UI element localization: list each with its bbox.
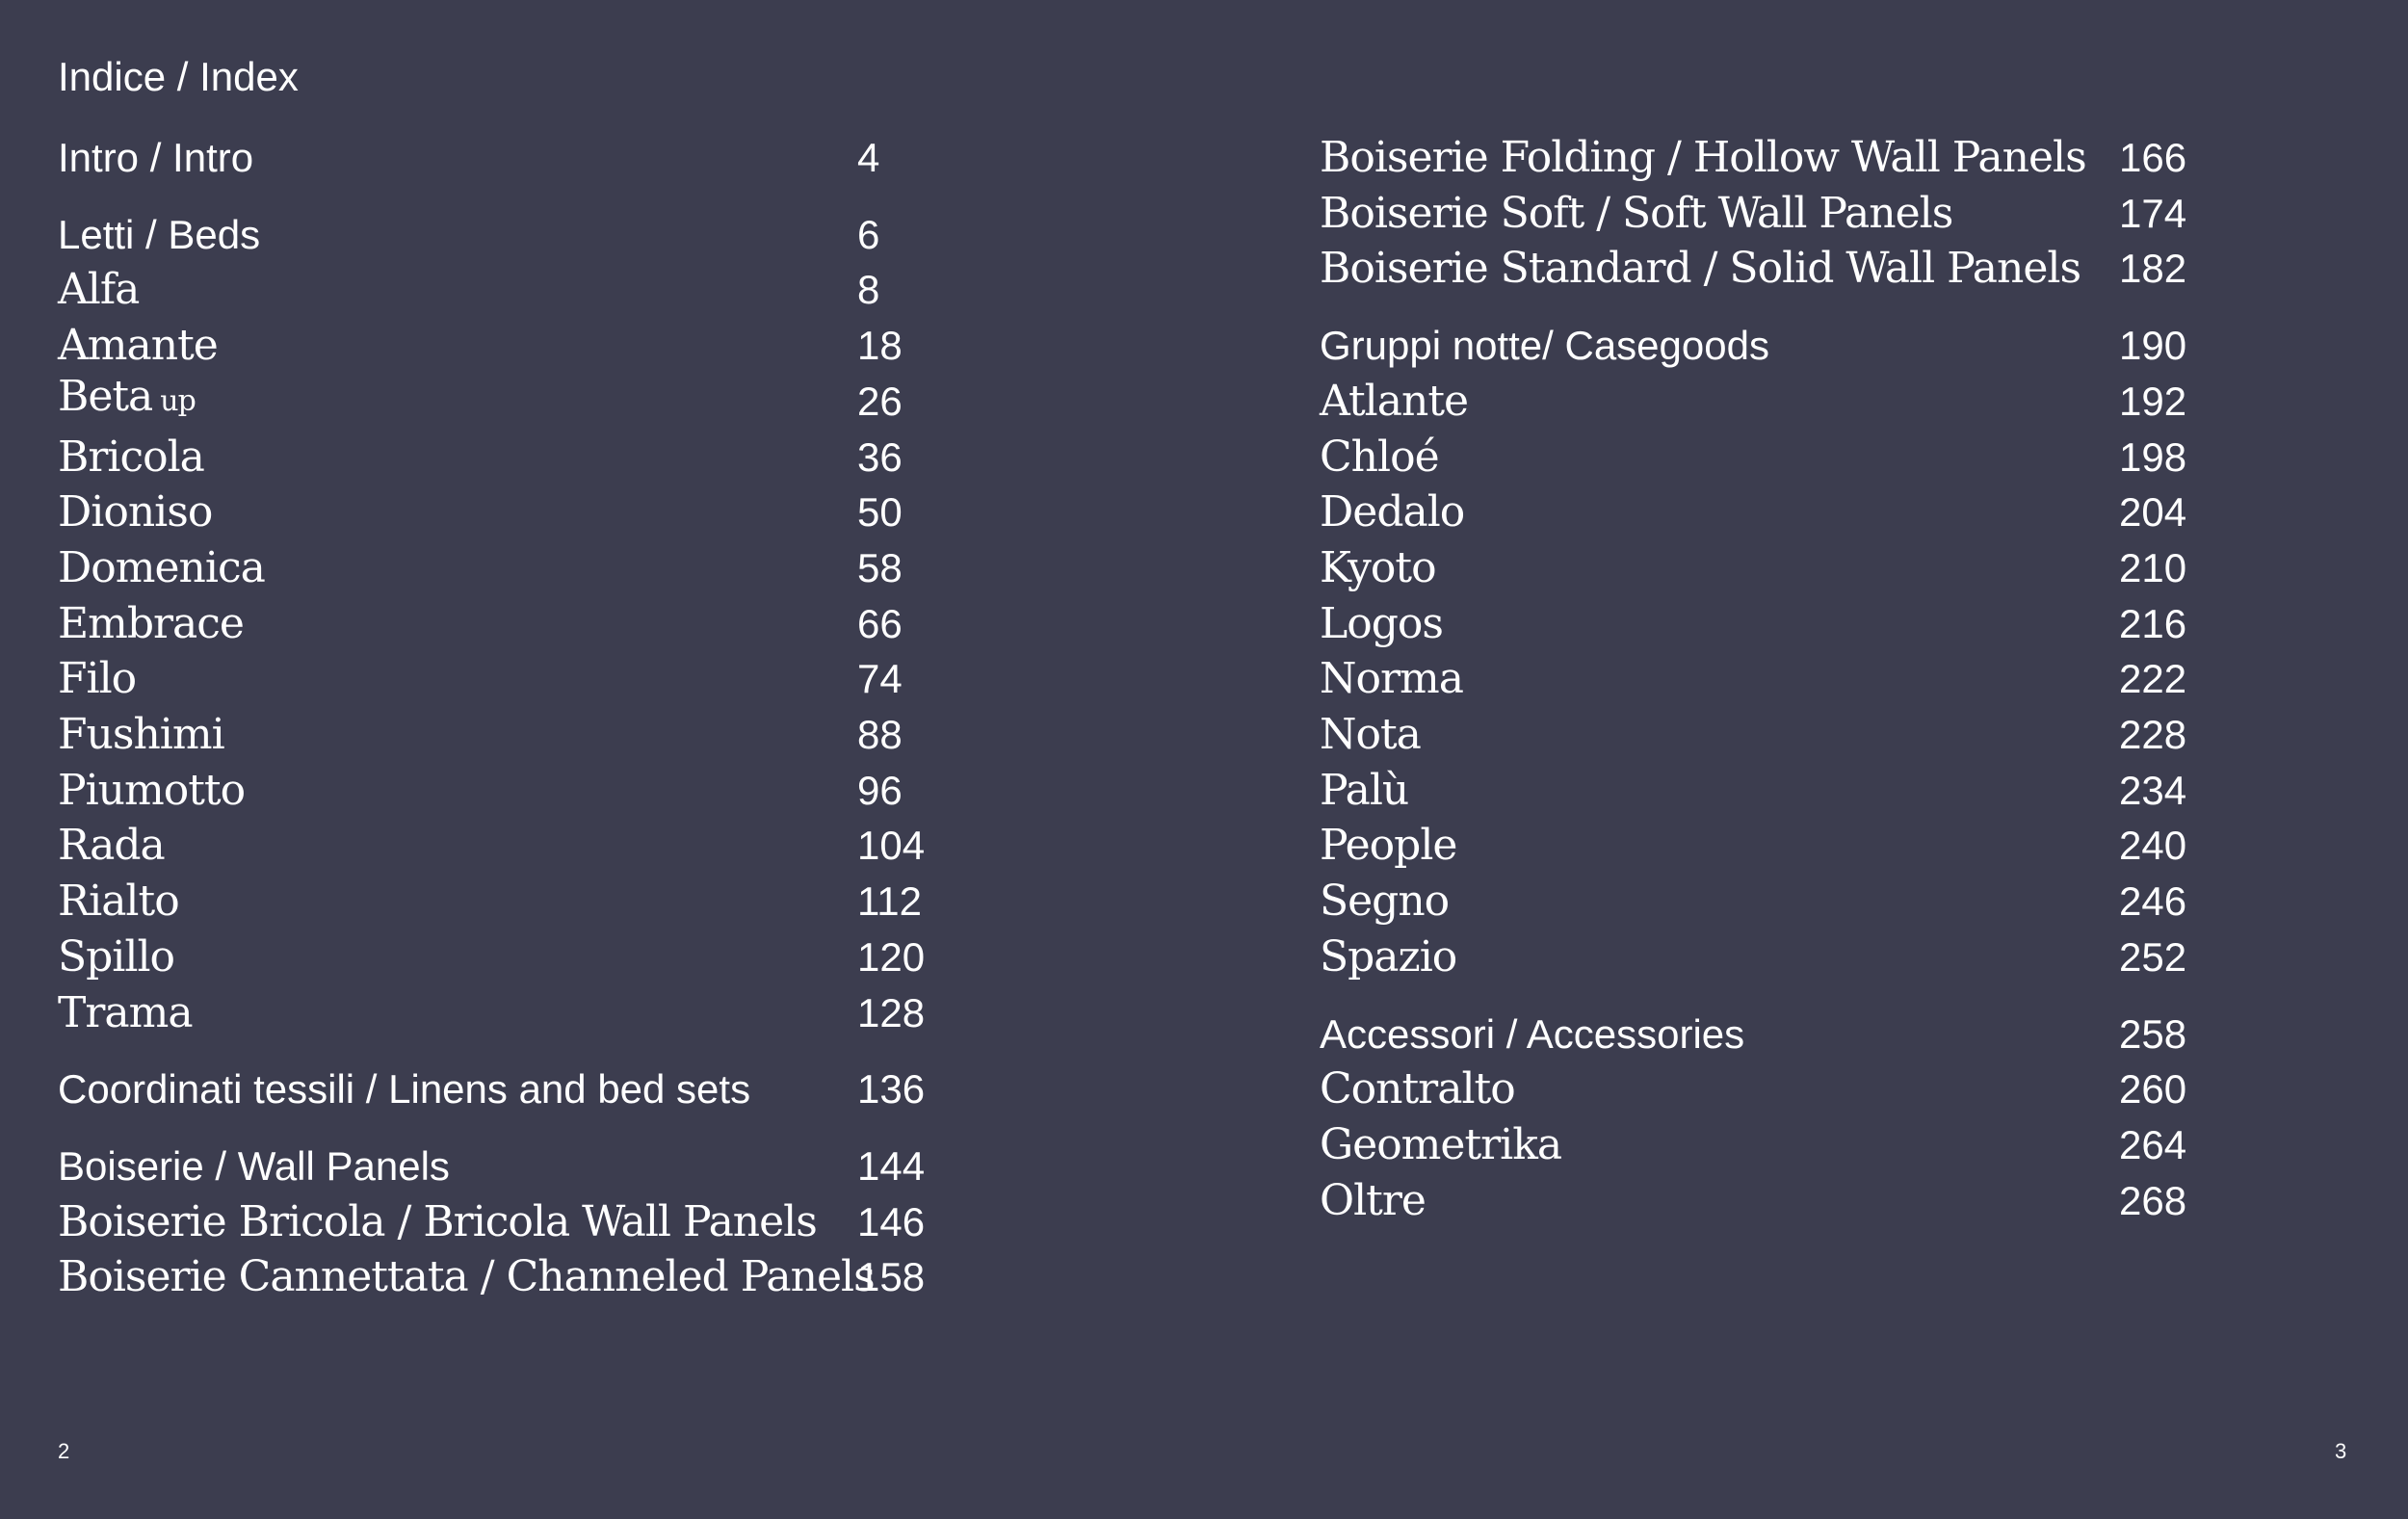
entry-label-text: Oltre — [1320, 1175, 1426, 1225]
entry-label — [1320, 874, 1449, 930]
entry-label — [58, 985, 193, 1041]
entry-page-number: 128 — [857, 989, 926, 1035]
entry-page-number: 6 — [857, 211, 880, 257]
entry-label-text: Beta — [58, 371, 153, 421]
page-number-right: 3 — [2335, 1439, 2347, 1463]
entry-label-text: Spillo — [58, 931, 175, 982]
entry-page-number: 268 — [2119, 1177, 2187, 1223]
entry-page-number: 204 — [2119, 489, 2187, 536]
entry-label-text: Filo — [58, 654, 137, 704]
entry-label-text: Intro / Intro — [58, 135, 254, 180]
entry-page-number: 112 — [857, 878, 922, 925]
entry-page-number: 8 — [857, 267, 880, 313]
entry-label-text: Logos — [1320, 598, 1443, 648]
entry-label — [1320, 763, 1408, 819]
entry-page-number: 258 — [2119, 1010, 2187, 1057]
entry-label-text: Gruppi notte/ Casegoods — [1320, 323, 1769, 369]
entry-page-number: 96 — [857, 767, 903, 813]
entry-label-text: Accessori / Accessories — [1320, 1010, 1745, 1057]
entry-label — [1320, 130, 2086, 186]
entry-label — [1320, 374, 1468, 430]
entry-page-number: 252 — [2119, 933, 2187, 980]
entry-page-number: 182 — [2119, 246, 2187, 292]
entry-label — [1320, 1173, 1426, 1229]
entry-page-number: 4 — [857, 135, 880, 180]
entry-label — [58, 485, 212, 540]
entry-label-text: Coordinati tessili / Linens and bed sets — [58, 1066, 751, 1113]
entry-page-number: 104 — [857, 823, 926, 869]
entry-label — [1320, 1117, 1561, 1173]
entry-label — [1320, 318, 1769, 374]
entry-page-number: 210 — [2119, 544, 2187, 590]
entry-page-number: 190 — [2119, 323, 2187, 369]
entry-label — [1320, 430, 1439, 485]
entry-label-text: Geometrika — [1320, 1119, 1562, 1169]
entry-page-number: 166 — [2119, 135, 2187, 180]
entry-page-number: 216 — [2119, 600, 2187, 646]
entry-label-text: Rada — [58, 821, 165, 871]
entry-label-text: Kyoto — [1320, 542, 1436, 592]
entry-page-number: 88 — [857, 712, 903, 757]
entry-page-number: 222 — [2119, 656, 2187, 702]
entry-label-text: Alfa — [58, 265, 140, 315]
entry-label-text: Rialto — [58, 877, 179, 927]
entry-page-number: 18 — [857, 323, 903, 369]
entry-label — [1320, 651, 1463, 707]
entry-label-text: Boiserie Bricola / Bricola Wall Panels — [58, 1196, 817, 1246]
entry-label-text: Embrace — [58, 598, 244, 648]
entry-label-text: Norma — [1320, 654, 1463, 704]
entry-page-number: 264 — [2119, 1121, 2187, 1167]
entry-page-number: 260 — [2119, 1066, 2187, 1113]
entry-label — [58, 651, 136, 707]
entry-label-text: Boiserie Soft / Soft Wall Panels — [1320, 188, 1953, 238]
entry-label — [1320, 241, 2081, 297]
entry-label — [1320, 186, 1952, 242]
entry-label-text: Boiserie / Wall Panels — [58, 1142, 450, 1189]
entry-label — [1320, 1007, 1744, 1062]
entry-label — [1320, 540, 1436, 596]
entry-label-text: Nota — [1320, 710, 1421, 759]
entry-label-text: Boiserie Folding / Hollow Wall Panels — [1320, 133, 2086, 182]
entry-page-number: 136 — [857, 1066, 926, 1113]
entry-page-number: 246 — [2119, 878, 2187, 925]
entry-page-number: 120 — [857, 933, 926, 980]
entry-label — [58, 1194, 817, 1250]
entry-label-text: Spazio — [1320, 931, 1457, 982]
page-number-left: 2 — [58, 1439, 70, 1463]
entry-label — [58, 818, 165, 874]
entry-label — [58, 262, 139, 318]
entry-label-text: Bricola — [58, 432, 204, 482]
entry-page-number: 192 — [2119, 378, 2187, 424]
entry-label — [58, 207, 260, 263]
entry-page-number: 228 — [2119, 712, 2187, 757]
entry-page-number: 198 — [2119, 433, 2187, 480]
entry-label — [1320, 596, 1443, 652]
entry-label — [1320, 485, 1464, 540]
entry-page-number: 144 — [857, 1142, 926, 1189]
entry-page-number: 36 — [857, 433, 903, 480]
entry-label-text: Domenica — [58, 542, 265, 592]
entry-label — [1320, 818, 1456, 874]
entry-label-text: Contralto — [1320, 1064, 1515, 1114]
entry-label — [58, 130, 253, 186]
entry-page-number: 234 — [2119, 767, 2187, 813]
entry-label-suffix: up — [160, 383, 196, 418]
entry-label — [58, 318, 218, 374]
entry-label-text: Boiserie Standard / Solid Wall Panels — [1320, 244, 2081, 294]
entry-label — [1320, 707, 1421, 763]
entry-label — [58, 930, 174, 985]
entry-page-number: 74 — [857, 656, 903, 702]
entry-label-text: People — [1320, 821, 1457, 871]
entry-label — [58, 596, 244, 652]
entry-label — [58, 1249, 875, 1305]
entry-label — [58, 707, 224, 763]
entry-label — [58, 369, 196, 430]
entry-page-number: 66 — [857, 600, 903, 646]
entry-label — [58, 1139, 450, 1194]
entry-page-number: 58 — [857, 544, 903, 590]
entry-label-text: Piumotto — [58, 765, 246, 815]
entry-page-number: 158 — [857, 1254, 926, 1300]
entry-label-text: Chloé — [1320, 432, 1439, 482]
entry-label — [58, 1061, 750, 1117]
entry-label-text: Boiserie Cannettata / Channeled Panels — [58, 1252, 875, 1302]
entry-label — [1320, 1061, 1515, 1117]
index-title: Indice / Index — [58, 54, 299, 99]
entry-label — [58, 430, 204, 485]
entry-label — [1320, 930, 1456, 985]
entry-label-text: Trama — [58, 987, 193, 1037]
entry-page-number: 146 — [857, 1198, 926, 1244]
entry-label-text: Amante — [58, 321, 218, 371]
entry-label — [58, 540, 265, 596]
entry-page-number: 26 — [857, 378, 903, 424]
entry-page-number: 50 — [857, 489, 903, 536]
entry-label-text: Dedalo — [1320, 487, 1465, 537]
entry-label-text: Segno — [1320, 877, 1450, 927]
entry-page-number: 174 — [2119, 190, 2187, 236]
entry-label — [58, 874, 179, 930]
entry-label-text: Atlante — [1320, 376, 1469, 426]
entry-label-text: Palù — [1320, 765, 1409, 815]
entry-page-number: 240 — [2119, 823, 2187, 869]
entry-label-text: Letti / Beds — [58, 211, 261, 257]
entry-label-text: Fushimi — [58, 710, 224, 759]
entry-label-text: Dioniso — [58, 487, 213, 537]
entry-label — [58, 763, 245, 819]
